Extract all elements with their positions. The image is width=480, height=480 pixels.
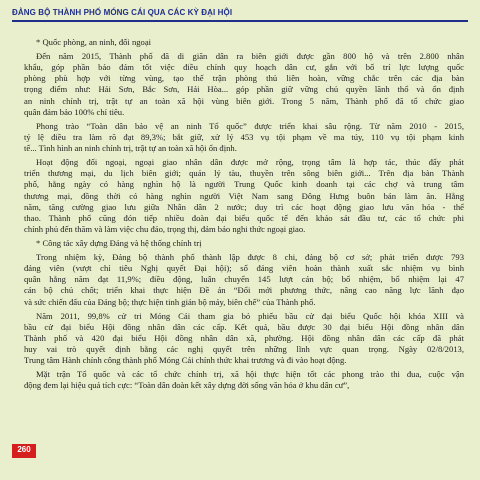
paragraph: [24, 121, 464, 154]
text-line: Trong nhiệm kỳ, Đảng bộ thành phố thành lập được 8 chi, đảng bộ cơ sở; phát triển được 793: [36, 252, 464, 263]
text-line: khẩu, góp phần bảo đảm tốt việc điều chỉnh quy hoạch dân cư, gắn với bố trí lực lượng quốc: [24, 62, 464, 73]
paragraph: [24, 157, 464, 234]
text-line: * Công tác xây dựng Đảng và hệ thống chính trị: [36, 237, 202, 248]
text-line: tế... Tình hình an ninh chính trị, trật tự an toàn xã hội ổn định.: [24, 143, 237, 154]
paragraph: [24, 37, 464, 48]
text-line: Hoạt động đối ngoại, ngoại giao nhân dân được mở rộng, trọng tâm là hợp tác, thúc đẩy phát: [36, 157, 464, 168]
text-line: * Quốc phòng, an ninh, đối ngoại: [36, 37, 152, 47]
paragraph: [24, 238, 464, 249]
text-line: và sức chiến đấu của Đảng bộ; thực hiện tinh giản bộ máy, biên chế” của Thành phố.: [24, 296, 316, 307]
text-line: Phong trào “Toàn dân bảo vệ an ninh Tổ quốc” được triển khai sâu rộng. Từ năm 2010 - 2015,: [36, 120, 464, 131]
text-line: huy vai trò quyết định bằng các nghị quyết trên những lĩnh vực quan trọng. Ngày 02/8/2013,: [24, 344, 464, 354]
paragraph: [24, 311, 464, 366]
paragraph: [24, 369, 464, 391]
text-line: thao. Thành phố cũng đón tiếp nhiều đoàn đại biểu quốc tế đến khảo sát đầu tư, các tổ chức phi: [24, 212, 464, 223]
paragraph: [24, 252, 464, 307]
text-line: thương mại, đồng thời có hàng nghìn người Việt Nam sang Đông Hưng buôn bán làm ăn. Hằng: [24, 190, 464, 201]
text-line: đảng viên (vượt chỉ tiêu Nghị quyết Đại hội); số đảng viên hoàn thành xuất sắc nhiệm vụ bình: [24, 263, 464, 274]
text-line: Đến năm 2015, Thành phố đã di giãn dân ra biên giới được gần 800 hộ và trên 2.800 nhân: [36, 51, 464, 62]
text-line: phòng phù hợp với từng vùng, tạo thế trận phòng thủ liên hoàn, vững chắc trên các địa bàn: [24, 73, 464, 84]
text-line: an ninh chính trị, trật tự an toàn xã hội vùng biên giới. Trong 5 năm, Thành phố đã tổ chức giao: [24, 95, 464, 106]
page-number-badge: [12, 444, 36, 458]
text-line: tỷ lệ điều tra làm rõ đạt 89,3%; bắt giữ, xử lý 453 vụ tội phạm về ma túy, 110 vụ tội phạm kinh: [24, 131, 464, 142]
text-line: năm, tăng cường giao lưu giữa Nhân dân 2 nước; duy trì các hoạt động giao lưu văn hóa - thể: [24, 201, 464, 212]
page-number: 260: [17, 445, 31, 454]
text-line: phố, hằng ngày có hàng nghìn hộ là người Trung Quốc kinh doanh tại các chợ và trung tâm: [24, 179, 464, 190]
text-line: quân hằng năm đạt 11,9%; điều động, luân chuyển 145 lượt cán bộ; bổ nhiệm, bổ nhiệm lại 47: [24, 274, 464, 285]
running-head-title: ĐẢNG BỘ THÀNH PHỐ MÓNG CÁI QUA CÁC KỲ ĐẠI HỘI: [12, 8, 233, 17]
text-line: triển thương mại, du lịch biên giới; quản lý tàu, thuyền trên sông biên giới... Trên địa bàn Thành: [24, 168, 464, 179]
text-line: Trung tâm Hành chính công thành phố Móng Cái chính thức khai trương và đi vào hoạt động.: [24, 355, 347, 366]
text-line: chính phủ đến thăm và làm việc chu đáo, trọng thị, đảm bảo nghi thức ngoại giao.: [24, 223, 306, 234]
text-line: động đem lại hiệu quả tích cực: “Toàn dân đoàn kết xây dựng đời sống văn hóa ở khu dân cư”,: [24, 380, 350, 391]
paragraph: [24, 51, 464, 117]
body-text: [24, 37, 464, 391]
text-line: quân đảm bảo 100% chỉ tiêu.: [24, 106, 125, 117]
page-header: [12, 2, 468, 24]
text-line: cán bộ chủ chốt; triển khai thực hiện Đề án “Đổi mới phương thức, nâng cao năng lực lãnh đạo: [24, 285, 464, 296]
text-line: Năm 2011, 99,8% cử tri Móng Cái tham gia bỏ phiếu bầu cử đại biểu Quốc hội khóa XIII và: [36, 310, 464, 321]
text-line: bầu cử đại biểu Hội đồng nhân dân các cấp. Kết quả, bầu được 30 đại biểu Hội đồng nhân dân: [24, 321, 464, 332]
text-line: Mặt trận Tổ quốc và các tổ chức chính trị, xã hội thực hiện tốt các phong trào thi đua, cuộc vận: [36, 369, 464, 380]
text-line: Thành phố và 420 đại biểu Hội đồng nhân dân xã, phường. Hội đồng nhân dân các cấp đã phát: [24, 332, 464, 343]
header-rule: [12, 20, 468, 22]
text-line: trọng điểm như: Hải Sơn, Bắc Sơn, Hải Hòa... góp phần giữ vững chủ quyền lãnh thổ và ổn định: [24, 84, 464, 95]
